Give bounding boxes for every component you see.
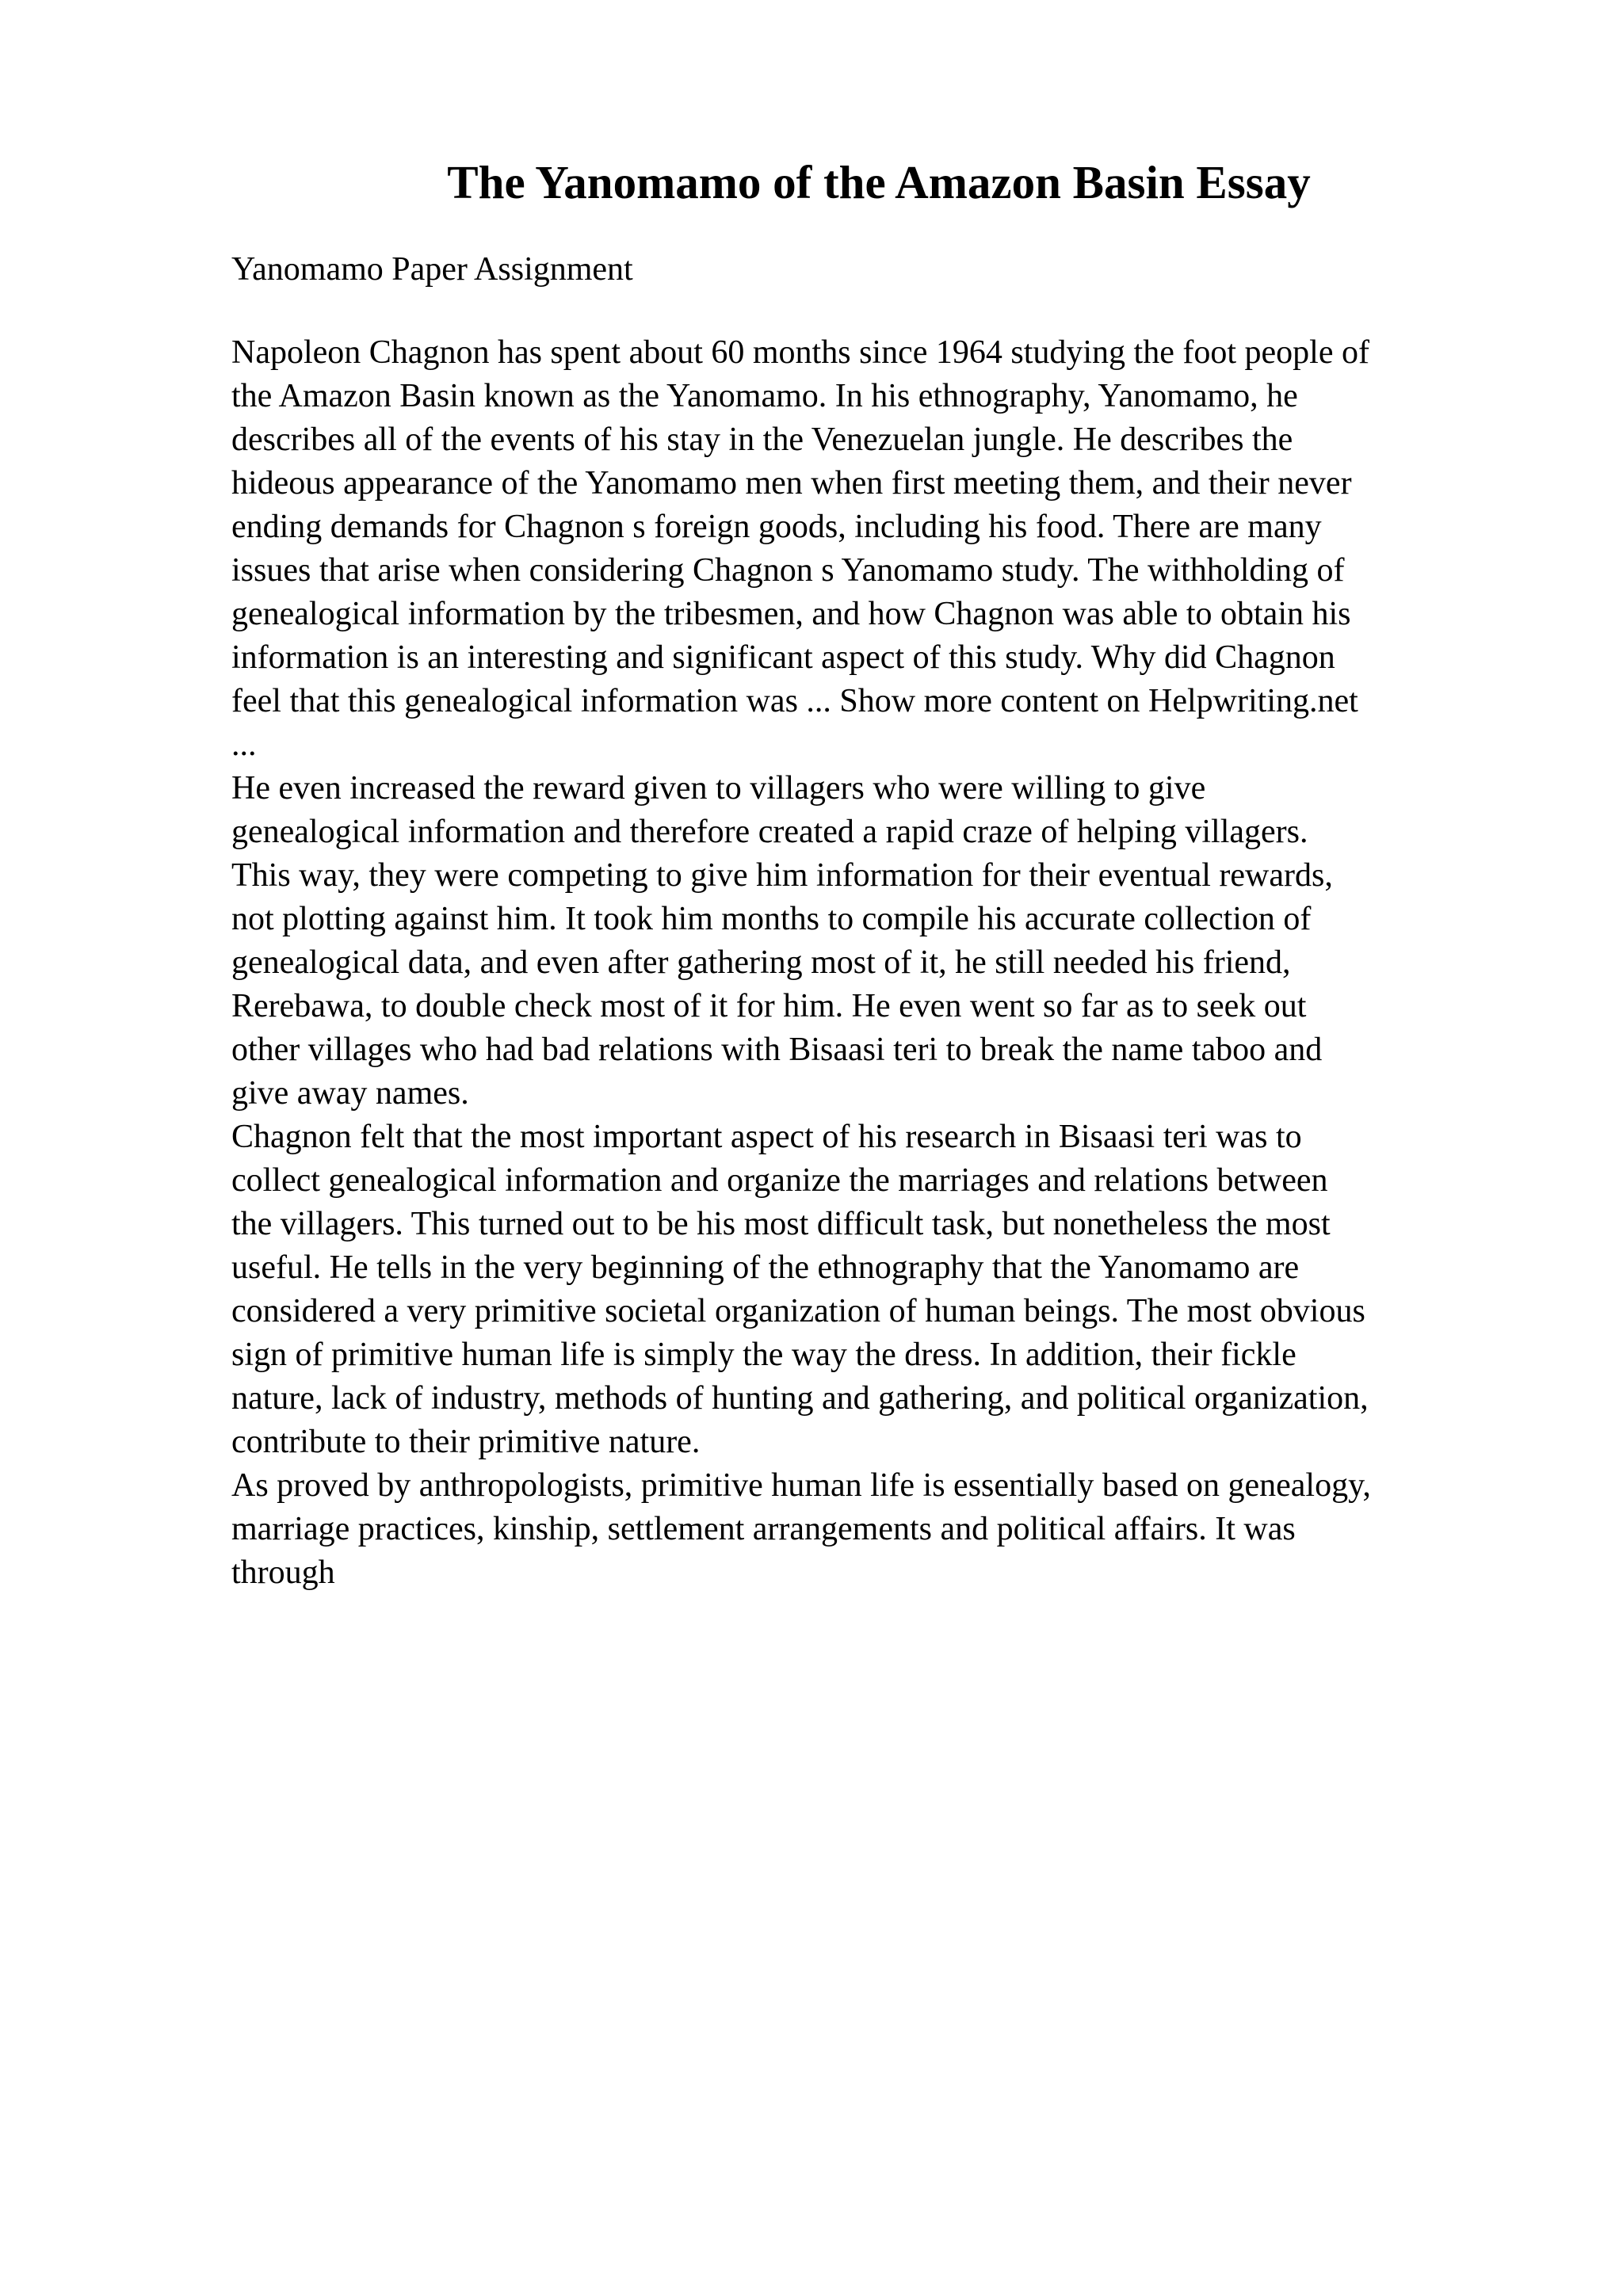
- text-line: marriage practices, kinship, settlement arrangements and political affairs. It was: [231, 1511, 1296, 1547]
- text-line: He even increased the reward given to villagers who were willing to give: [231, 770, 1206, 807]
- document-title: The Yanomamo of the Amazon Basin Essay: [447, 156, 1311, 208]
- text-line: not plotting against him. It took him months to compile his accurate collection of: [231, 901, 1312, 937]
- text-line: give away names.: [231, 1075, 469, 1112]
- text-line: Napoleon Chagnon has spent about 60 months since 1964 studying the foot people of: [231, 334, 1369, 371]
- text-line: This way, they were competing to give him information for their eventual rewards,: [231, 857, 1333, 894]
- text-line: feel that this genealogical information was ... Show more content on Helpwriting.net: [231, 683, 1358, 719]
- text-line: the Amazon Basin known as the Yanomamo. In his ethnography, Yanomamo, he: [231, 378, 1298, 414]
- document-subtitle: Yanomamo Paper Assignment: [231, 251, 633, 288]
- text-line: considered a very primitive societal organization of human beings. The most obvious: [231, 1293, 1365, 1329]
- text-line: contribute to their primitive nature.: [231, 1424, 701, 1460]
- text-line: useful. He tells in the very beginning of the ethnography that the Yanomamo are: [231, 1249, 1300, 1286]
- text-line: genealogical information by the tribesmen, and how Chagnon was able to obtain his: [231, 596, 1351, 632]
- text-line: other villages who had bad relations with Bisaasi teri to break the name taboo and: [231, 1032, 1323, 1068]
- text-line: sign of primitive human life is simply the way the dress. In addition, their fickle: [231, 1337, 1296, 1373]
- text-line: As proved by anthropologists, primitive human life is essentially based on genealogy,: [231, 1467, 1371, 1504]
- text-line: nature, lack of industry, methods of hunting and gathering, and political organization,: [231, 1380, 1369, 1417]
- text-line: Rerebawa, to double check most of it for him. He even went so far as to seek out: [231, 988, 1307, 1024]
- text-line: through: [231, 1554, 335, 1591]
- text-line: issues that arise when considering Chagnon s Yanomamo study. The withholding of: [231, 552, 1345, 589]
- text-line: genealogical data, and even after gathering most of it, he still needed his friend,: [231, 944, 1291, 981]
- text-line: collect genealogical information and organize the marriages and relations between: [231, 1162, 1328, 1199]
- text-line: ...: [231, 727, 257, 763]
- text-line: information is an interesting and significant aspect of this study. Why did Chagnon: [231, 639, 1335, 676]
- text-line: the villagers. This turned out to be his most difficult task, but nonetheless the most: [231, 1206, 1331, 1242]
- text-line: Chagnon felt that the most important aspect of his research in Bisaasi teri was to: [231, 1119, 1302, 1155]
- text-line: genealogical information and therefore created a rapid craze of helping villagers.: [231, 814, 1308, 850]
- text-line: describes all of the events of his stay in the Venezuelan jungle. He describes the: [231, 421, 1293, 458]
- text-line: hideous appearance of the Yanomamo men when first meeting them, and their never: [231, 465, 1352, 502]
- document-body: [231, 331, 1515, 1595]
- text-line: ending demands for Chagnon s foreign goods, including his food. There are many: [231, 509, 1322, 545]
